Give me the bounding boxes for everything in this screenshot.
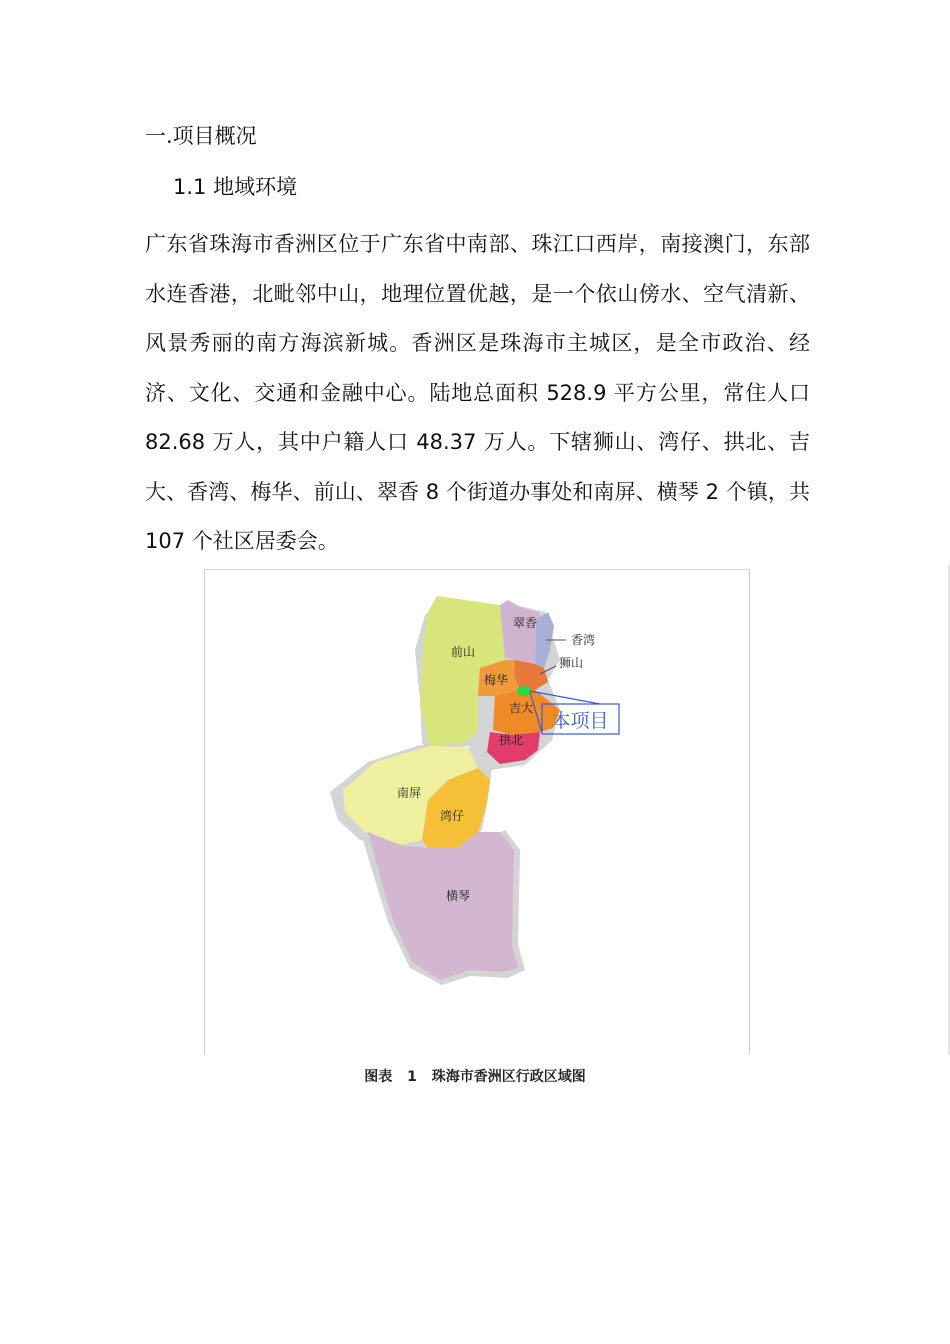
label-cuixiang: 翠香	[512, 616, 538, 630]
label-nanping: 南屏	[396, 786, 422, 800]
label-meihua: 梅华	[483, 673, 509, 687]
label-wanzai: 湾仔	[439, 809, 465, 823]
figure-caption	[0, 1066, 950, 1086]
caption-label: 图表	[364, 1069, 393, 1085]
label-qianshan: 前山	[450, 645, 476, 659]
label-shishan: 狮山	[558, 656, 584, 670]
label-jida: 吉大	[508, 701, 534, 715]
subsection-heading: 1.1 地域环境	[173, 175, 298, 199]
caption-number: 1	[407, 1069, 417, 1085]
label-hengqin: 横琴	[445, 889, 471, 903]
label-gongbei: 拱北	[498, 733, 524, 747]
body-paragraph: 广东省珠海市香洲区位于广东省中南部、珠江口西岸，南接澳门，东部水连香港，北毗邻中山，地理位置优越，是一个依山傍水、空气清新、风景秀丽的南方海滨新城。香洲区是珠海市主城区，是全市政治、经济、文化、交通和金融中心。陆地总面积 528.9 平方公里，常住人口 82.68 万人，其中户籍人口 48.37 万人。下辖狮山、湾仔、拱北、吉大、香湾、梅华、前山、翠香 8 个街道办事处和南屏、横琴 2 个镇，共 107 个社区居委会。	[145, 232, 810, 553]
project-marker	[517, 686, 531, 696]
label-xiangwan: 香湾	[570, 633, 596, 647]
caption-text: 珠海市香洲区行政区域图	[431, 1069, 586, 1085]
section-heading: 一.项目概况	[145, 124, 257, 148]
project-callout-label: 本项目	[551, 710, 609, 732]
region-hengqin	[368, 832, 518, 980]
